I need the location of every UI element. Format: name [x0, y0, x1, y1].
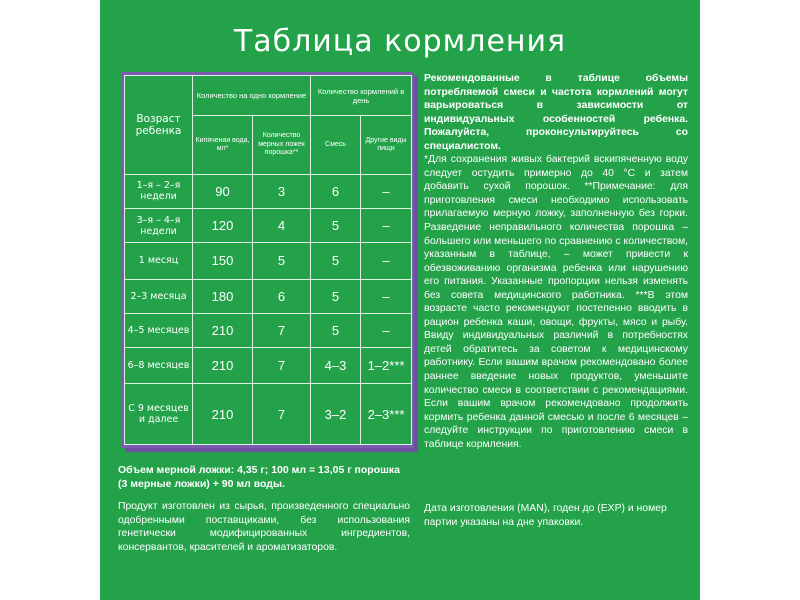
- product-origin-note: Продукт изготовлен из сырья, произведенного специально одобренными поставщиками, без использования генетически модифицированных ингредиентов, консервантов, красителей и ароматизаторов.: [118, 501, 410, 553]
- other-food-cell: –: [361, 209, 412, 243]
- recommendations-text: [424, 72, 688, 451]
- scoop-volume-note: Объем мерной ложки: 4,35 г; 100 мл = 13,05 г порошка (3 мерные ложки) + 90 мл воды.: [118, 464, 400, 490]
- other-food-cell: –: [361, 174, 412, 208]
- other-food-cell: 2–3***: [361, 384, 412, 445]
- age-cell: 6–8 месяцев: [125, 348, 193, 384]
- age-cell: 3–я – 4–я недели: [125, 209, 193, 243]
- preparation-notes: *Для сохранения живых бактерий вскипяченную воду следует остудить примерно до 40 °С и затем добавить сухой порошок. **Примечание: для приготовления смеси необходимо использовать прилагаемую мерную ложку, заполненную без горки. Разведение неправильного количества порошка – большего или меньшего по сравнению с количеством, указанным в таблице, – может привести к обезвоживанию организма ребенка или нарушению его питания. Указанные пропорции нельзя изменять без совета медицинского работника. ***В этом возрасте часто рекомендуют постепенно вводить в рацион ребенка каши, овощи, фрукты, мясо и рыбу. Ввиду индивидуальных различий в потребностях детей обратитесь за советом к медицинскому работнику. Если вашим врачом рекомендовано более раннее введение новых продуктов, уменьшите количество смеси в соответствии с рекомендациями. Если вашим врачом рекомендовано продолжить кормить ребенка данной смесью и после 6 месяцев – следуйте инструкции по приготовлению смеси в таблице кормления.: [424, 154, 688, 450]
- feeding-table: [121, 72, 414, 448]
- recommendations-lead: Рекомендованные в таблице объемы потребляемой смеси и частота кормлений могут варьироваться в зависимости от индивидуальных особенностей ребенка. Пожалуйста, проконсультируйтесь со специалистом.: [424, 73, 688, 152]
- age-cell: 4–5 месяцев: [125, 313, 193, 347]
- age-cell: С 9 месяцев и далее: [125, 384, 193, 445]
- spoons-cell: 7: [253, 348, 311, 384]
- other-food-cell: –: [361, 243, 412, 279]
- water-cell: 180: [193, 279, 253, 313]
- water-cell: 210: [193, 384, 253, 445]
- manufacture-date-note: Дата изготовления (MAN), годен до (EXP) и номер партии указаны на дне упаковки.: [424, 503, 667, 528]
- age-cell: 2–3 месяца: [125, 279, 193, 313]
- other-food-cell: –: [361, 279, 412, 313]
- package-panel: [100, 0, 700, 600]
- other-food-header: Другие виды пищи: [361, 116, 412, 174]
- water-cell: 210: [193, 348, 253, 384]
- mix-cell: 5: [311, 243, 361, 279]
- per-day-header: Количество кормлений в день: [311, 76, 412, 116]
- spoons-cell: 5: [253, 243, 311, 279]
- spoons-header: Количество мерных ложек порошка**: [253, 116, 311, 174]
- table-row: [125, 209, 412, 243]
- water-cell: 150: [193, 243, 253, 279]
- mix-cell: 5: [311, 313, 361, 347]
- mix-cell: 6: [311, 174, 361, 208]
- table-row: [125, 243, 412, 279]
- water-cell: 90: [193, 174, 253, 208]
- other-food-cell: –: [361, 313, 412, 347]
- per-feeding-header: Количество на одно кормление: [193, 76, 311, 116]
- table-row: [125, 384, 412, 445]
- mix-cell: 5: [311, 279, 361, 313]
- table-row: [125, 348, 412, 384]
- age-cell: 1–я – 2–я недели: [125, 174, 193, 208]
- water-cell: 210: [193, 313, 253, 347]
- mix-cell: 3–2: [311, 384, 361, 445]
- spoons-cell: 4: [253, 209, 311, 243]
- table-row: [125, 174, 412, 208]
- mix-header: Смесь: [311, 116, 361, 174]
- water-cell: 120: [193, 209, 253, 243]
- age-cell: 1 месяц: [125, 243, 193, 279]
- other-food-cell: 1–2***: [361, 348, 412, 384]
- water-header: Кипяченая вода, мл*: [193, 116, 253, 174]
- mix-cell: 4–3: [311, 348, 361, 384]
- spoons-cell: 6: [253, 279, 311, 313]
- page-title: Таблица кормления: [233, 24, 567, 59]
- feeding-table-grid: [124, 75, 412, 445]
- age-header: Возраст ребенка: [125, 76, 193, 175]
- table-row: [125, 313, 412, 347]
- mix-cell: 5: [311, 209, 361, 243]
- spoons-cell: 3: [253, 174, 311, 208]
- spoons-cell: 7: [253, 384, 311, 445]
- spoons-cell: 7: [253, 313, 311, 347]
- table-row: [125, 279, 412, 313]
